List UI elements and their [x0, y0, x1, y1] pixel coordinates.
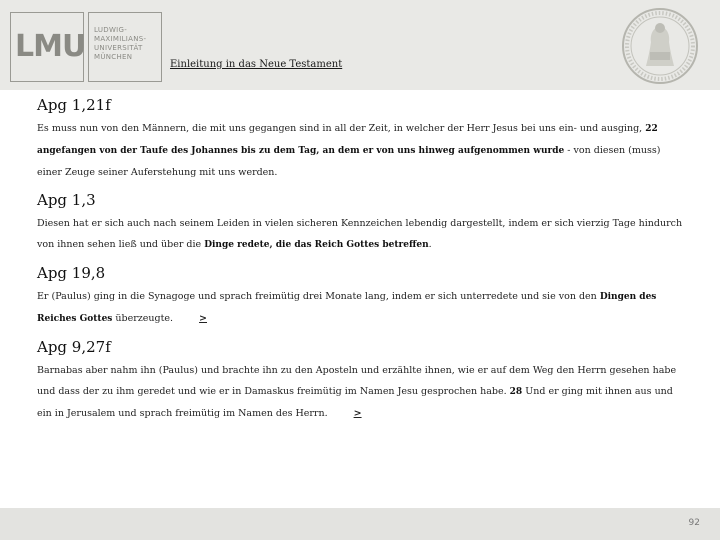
header: [0, 0, 720, 90]
slide-title: Einleitung in das Neue Testament: [170, 59, 343, 70]
verse-text: [37, 286, 687, 330]
verse-text: [37, 118, 687, 183]
slide-content: [37, 94, 687, 424]
next-link[interactable]: >: [353, 408, 362, 419]
verse-section: [37, 336, 687, 424]
logo-text: LMU: [15, 29, 86, 64]
verse-text-part: Und er ging mit ihnen aus und ein in Jerusalem und sprach freimütig im Namen des Herrn.: [37, 386, 673, 419]
verse-section: [37, 94, 687, 183]
verse-heading: Apg 9,27f: [37, 338, 111, 356]
university-name: [94, 26, 146, 62]
verse-text-part: - von diesen (muss) einer Zeuge seiner Auferstehung mit uns werden.: [37, 145, 661, 178]
emphasized-text: Dinge redete, die das Reich Gottes betreffen: [204, 240, 429, 250]
verse-text: [37, 360, 687, 424]
lmu-logo: [10, 12, 84, 82]
verse-text-part: .: [428, 239, 432, 250]
verse-text-part: Diesen hat er sich auch nach seinem Leiden in vielen sicheren Kennzeichen lebendig dargestellt, indem er sich vierzig Tage hindurch von ihnen sehen ließ und über die: [37, 218, 683, 250]
verse-heading: Apg 19,8: [37, 264, 106, 282]
emphasized-text: Dingen des Reiches Gottes: [37, 292, 657, 324]
verse-section: [37, 262, 687, 330]
university-name-line: MÜNCHEN: [94, 53, 133, 61]
footer: [0, 508, 720, 540]
verse-section: [37, 189, 687, 256]
page-number: 92: [688, 518, 700, 528]
verse-text-part: Barnabas aber nahm ihn (Paulus) und brachte ihn zu den Aposteln und erzählte ihnen, wie er auf dem Weg den Herrn gesehen habe und dass der zu ihm geredet und wie er in Damaskus freimütig im Namen Jesu gesprochen habe.: [37, 365, 677, 397]
emphasized-text: 22 angefangen von der Taufe des Johannes bis zu dem Tag, an dem er von uns hinweg aufgenommen wurde: [37, 124, 658, 156]
university-seal-icon: [620, 6, 700, 86]
emphasized-text: 28: [509, 387, 523, 397]
verse-heading: Apg 1,21f: [37, 96, 111, 114]
verse-text-part: Es muss nun von den Männern, die mit uns gegangen sind in all der Zeit, in welcher der Herr Jesus bei uns ein- und ausging,: [37, 123, 646, 134]
university-name-line: UNIVERSITÄT: [94, 44, 143, 52]
next-link[interactable]: >: [199, 313, 208, 324]
verse-text-part: überzeugte.: [112, 313, 174, 324]
university-name-line: MAXIMILIANS-: [94, 35, 147, 43]
university-name-box: [88, 12, 162, 82]
verse-heading: Apg 1,3: [37, 191, 96, 209]
university-name-line: LUDWIG-: [94, 26, 128, 34]
verse-text: [37, 213, 687, 256]
verse-text-part: Er (Paulus) ging in die Synagoge und sprach freimütig drei Monate lang, indem er sich unterredete und sie von den: [37, 291, 600, 302]
